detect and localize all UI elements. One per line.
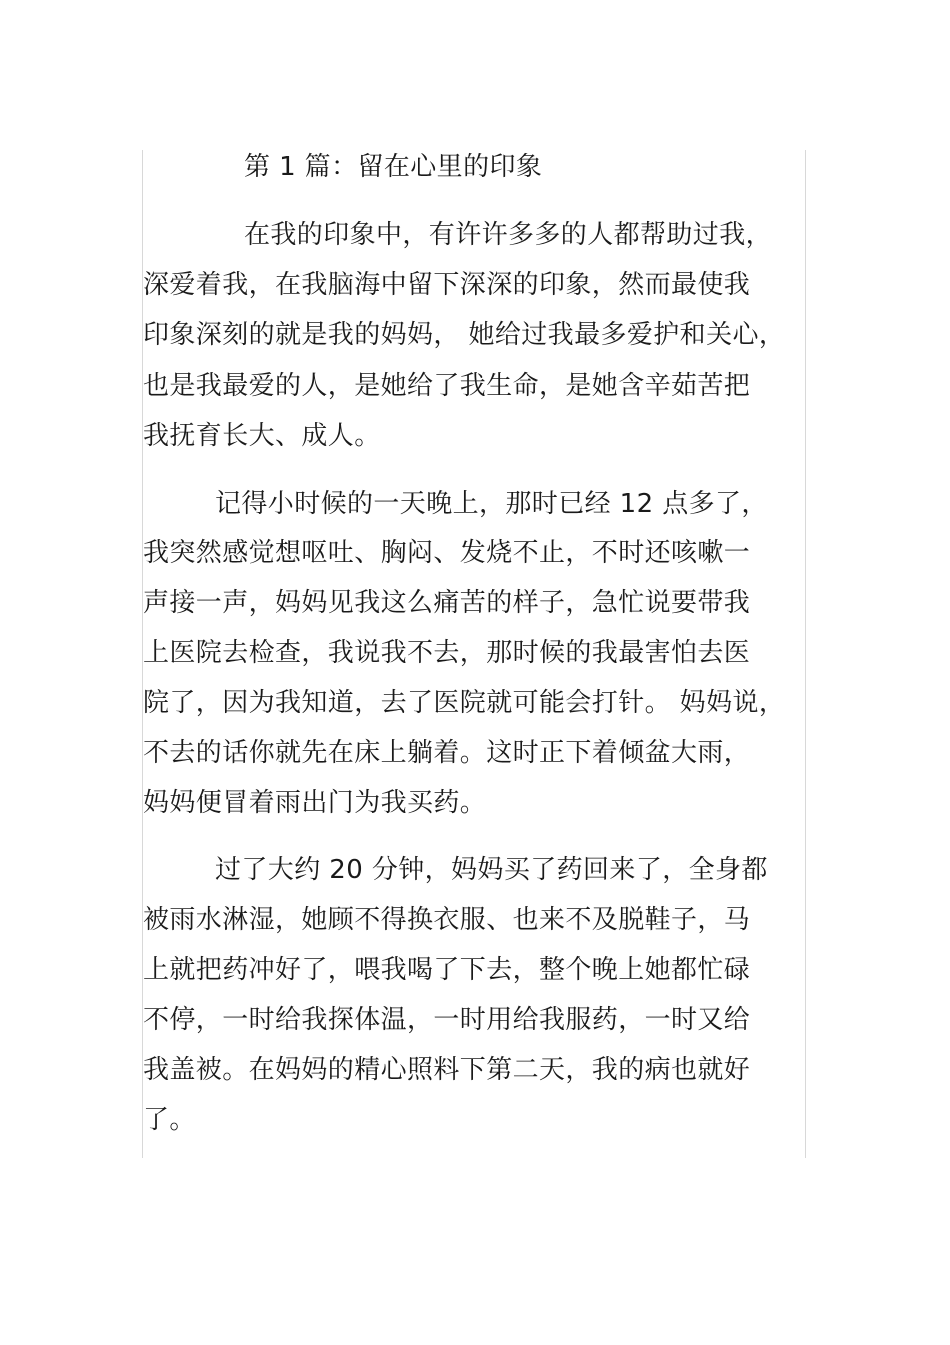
paragraph-3-line-3: 上就把药冲好了，喂我喝了下去，整个晚上她都忙碌 [143, 955, 751, 985]
paragraph-2-line-6: 不去的话你就先在床上躺着。这时正下着倾盆大雨， [143, 738, 751, 768]
paragraph-1-line-4: 也是我最爱的人，是她给了我生命，是她含辛茹苦把 [143, 371, 751, 401]
paragraph-3-line-4: 不停，一时给我探体温，一时用给我服药，一时又给 [143, 1005, 751, 1035]
paragraph-3-line-6: 了。 [143, 1105, 196, 1135]
paragraph-1-line-1: 在我的印象中，有许许多多的人都帮助过我， [244, 220, 773, 250]
document-title: 第 1 篇：留在心里的印象 [244, 152, 543, 182]
paragraph-2-line-5: 院了，因为我知道，去了医院就可能会打针。 妈妈说， [143, 688, 786, 718]
paragraph-2-line-3: 声接一声，妈妈见我这么痛苦的样子，急忙说要带我 [143, 588, 751, 618]
paragraph-2-line-4: 上医院去检查，我说我不去，那时候的我最害怕去医 [143, 638, 751, 668]
paragraph-2-line-7: 妈妈便冒着雨出门为我买药。 [143, 788, 487, 818]
paragraph-2-line-2: 我突然感觉想呕吐、胸闷、发烧不止，不时还咳嗽一 [143, 538, 751, 568]
paragraph-2-line-1: 记得小时候的一天晚上，那时已经 12 点多了， [215, 489, 768, 519]
paragraph-3-line-2: 被雨水淋湿，她顾不得换衣服、也来不及脱鞋子，马 [143, 905, 751, 935]
paragraph-1-line-2: 深爱着我，在我脑海中留下深深的印象，然而最使我 [143, 270, 751, 300]
paragraph-1-line-3: 印象深刻的就是我的妈妈， 她给过我最多爱护和关心， [143, 320, 786, 350]
paragraph-1-line-5: 我抚育长大、成人。 [143, 421, 381, 451]
paragraph-3-line-5: 我盖被。在妈妈的精心照料下第二天，我的病也就好 [143, 1055, 751, 1085]
paragraph-3-line-1: 过了大约 20 分钟，妈妈买了药回来了，全身都 [215, 855, 768, 885]
page-border-right [805, 150, 806, 1158]
